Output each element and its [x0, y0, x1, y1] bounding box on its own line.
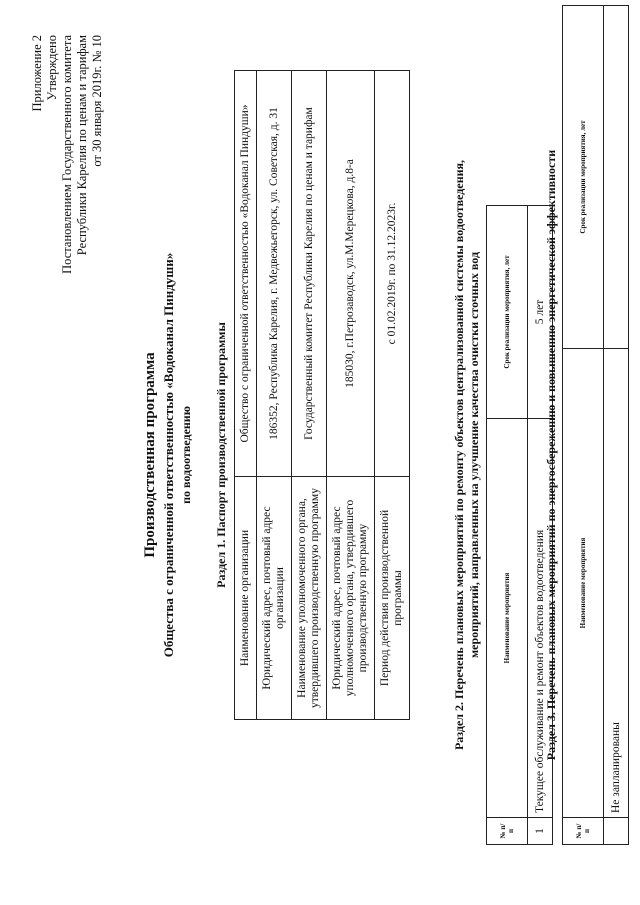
document-header — [140, 15, 195, 895]
column-header-term: Срок реализации мероприятия, лет — [487, 206, 528, 419]
column-header-num: № п/п — [487, 818, 528, 845]
column-header-num: № п/п — [563, 818, 604, 845]
passport-value: 185030, г.Петрозаводск, ул.М.Мерецкова, д.8-а — [327, 71, 375, 477]
section1-title: Раздел 1. Паспорт производственной программы — [214, 322, 228, 588]
approval-stamp — [30, 35, 105, 555]
section2-title-line: мероприятий, направленных на улучшение качества очистки сточных вод — [467, 251, 481, 659]
row-term — [604, 6, 629, 349]
column-header-name: Наименование мероприятия — [563, 349, 604, 818]
row-name: Не запланированы — [604, 349, 629, 818]
passport-label: Наименование уполномоченного органа, утвердившего производственную программу — [292, 477, 327, 720]
table-row — [375, 71, 410, 720]
repair-measures-table — [486, 205, 553, 845]
row-num: 1 — [528, 818, 553, 845]
table-row — [604, 6, 629, 845]
energy-measures-table — [562, 5, 629, 845]
section2-title — [452, 45, 482, 865]
row-num — [604, 818, 629, 845]
passport-value: с 01.02.2019г. по 31.12.2023г. — [375, 71, 410, 477]
section2-title-line: Раздел 2. Перечень плановых мероприятий по ремонту объектов централизованной системы водоотведения, — [452, 159, 466, 751]
section3-title: Раздел 3. Перечень плановых мероприятий по энергосбережению и повышению энергетической эффективности — [544, 149, 558, 761]
table-row — [292, 71, 327, 720]
document-title: Производственная программа — [142, 352, 158, 558]
document-page — [20, 15, 620, 895]
approval-line: Республики Карелия по ценам и тарифам — [75, 35, 89, 256]
table-row — [327, 71, 375, 720]
row-term: 5 лет — [528, 206, 553, 419]
approval-line: Утверждено — [45, 35, 59, 101]
table-header-row — [487, 206, 528, 845]
passport-value: 186352, Республика Карелия, г. Медвежьегорск, ул. Советская, д. 31 — [257, 71, 292, 477]
passport-label: Юридический адрес, почтовый адрес организации — [257, 477, 292, 720]
approval-line: Приложение 2 — [30, 35, 44, 112]
passport-label: Юридический адрес, почтовый адрес уполномоченного органа, утвердившего производственную программу — [327, 477, 375, 720]
passport-label: Период действия производственной программы — [375, 477, 410, 720]
approval-line: от 30 января 2019г. № 10 — [90, 35, 104, 167]
approval-line: Постановлением Государственного комитета — [60, 35, 74, 274]
passport-label: Наименование организации — [235, 477, 257, 720]
column-header-term: Срок реализации мероприятия, лет — [563, 6, 604, 349]
document-scope: по водоотведению — [179, 406, 193, 504]
table-header-row — [563, 6, 604, 845]
passport-table — [234, 70, 410, 720]
document-subtitle: Общества с ограниченной ответственностью «Водоканал Пиндуши» — [161, 252, 176, 658]
table-row — [235, 71, 257, 720]
row-name: Текущее обслуживание и ремонт объектов водоотведения — [528, 419, 553, 818]
column-header-name: Наименование мероприятия — [487, 419, 528, 818]
passport-value: Государственный комитет Республики Карелия по ценам и тарифам — [292, 71, 327, 477]
table-row — [257, 71, 292, 720]
passport-value: Общество с ограниченной ответственностью «Водоканал Пиндуши» — [235, 71, 257, 477]
